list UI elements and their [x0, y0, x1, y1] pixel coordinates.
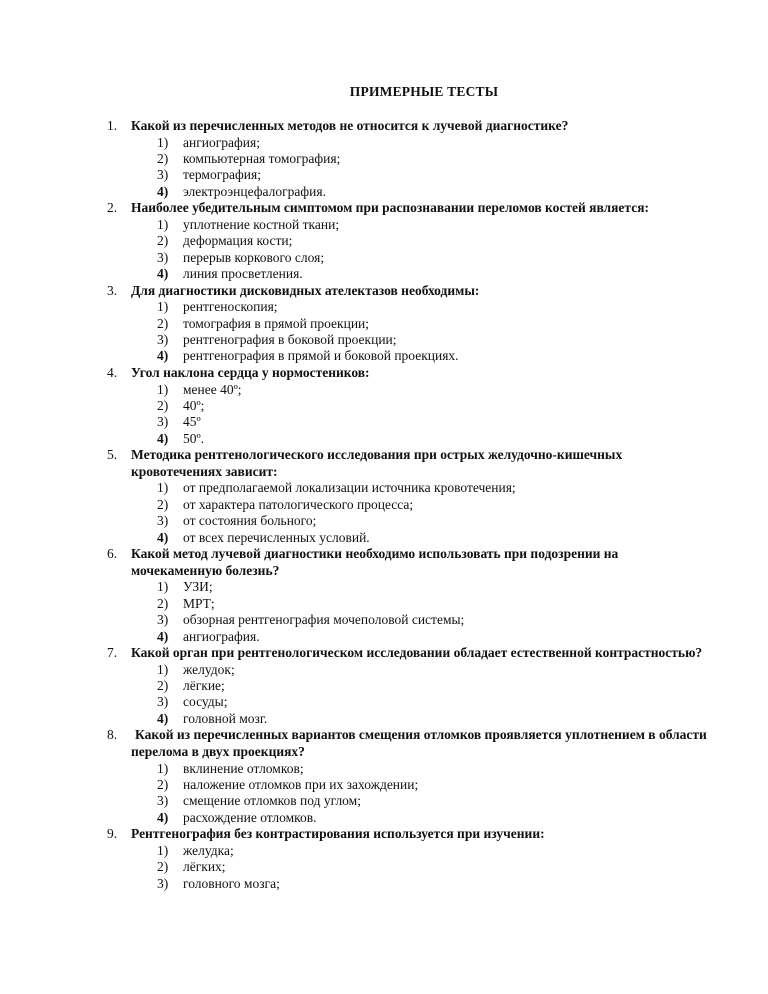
option-text: томография в прямой проекции;	[183, 315, 370, 331]
answer-option	[0, 859, 768, 875]
option-text: обзорная рентгенография мочеполовой системы;	[183, 612, 465, 628]
answer-option	[0, 316, 768, 332]
option-text: головного мозга;	[183, 875, 280, 891]
option-number: 2)	[157, 595, 169, 611]
question-item	[0, 200, 768, 282]
option-text: вклинение отломков;	[183, 760, 304, 776]
option-text: расхождение отломков.	[183, 809, 317, 825]
question-item	[0, 727, 768, 826]
question-text: Какой метод лучевой диагностики необходимо использовать при подозрении на мочекаменную болезнь?	[131, 546, 619, 578]
option-text: рентгеноскопия;	[183, 299, 278, 315]
option-number: 2)	[157, 496, 169, 512]
question-number: 8.	[107, 727, 118, 743]
question-text: Для диагностики дисковидных ателектазов необходимы:	[131, 282, 480, 298]
question-item	[0, 645, 768, 727]
option-number: 3)	[157, 513, 169, 529]
option-text: ангиография;	[183, 134, 260, 150]
option-number: 3)	[157, 249, 169, 265]
answer-option	[0, 662, 768, 678]
question-item	[0, 546, 768, 645]
answer-option	[0, 217, 768, 233]
option-number: 1)	[157, 661, 169, 677]
option-text: наложение отломков при их захождении;	[183, 777, 419, 793]
option-number: 3)	[157, 694, 169, 710]
option-number: 4)	[157, 266, 169, 282]
answer-option	[0, 579, 768, 595]
answer-option	[0, 761, 768, 777]
question-number: 6.	[107, 546, 118, 562]
option-text: головной мозг.	[183, 710, 268, 726]
option-text: желудка;	[183, 842, 234, 858]
answer-option	[0, 629, 768, 645]
answer-option	[0, 431, 768, 447]
option-text: УЗИ;	[183, 579, 213, 595]
answer-option	[0, 497, 768, 513]
option-number: 2)	[157, 678, 169, 694]
option-number: 3)	[157, 167, 169, 183]
option-text: 50º.	[183, 430, 205, 446]
option-text: электроэнцефалография.	[183, 183, 326, 199]
option-text: менее 40º;	[183, 381, 242, 397]
answer-option	[0, 414, 768, 430]
option-text: перерыв коркового слоя;	[183, 249, 325, 265]
question-text: Методика рентгенологического исследования при острых желудочно-кишечных кровотечениях зависит:	[131, 447, 623, 479]
question-number: 1.	[107, 118, 118, 133]
option-number: 2)	[157, 233, 169, 249]
option-number: 3)	[157, 793, 169, 809]
question-number: 3.	[107, 282, 118, 298]
option-text: от состояния больного;	[183, 513, 317, 529]
option-number: 1)	[157, 760, 169, 776]
answer-option	[0, 777, 768, 793]
answer-option	[0, 250, 768, 266]
question-number: 2.	[107, 200, 118, 216]
option-number: 1)	[157, 480, 169, 496]
question-item	[0, 365, 768, 447]
question-text: Угол наклона сердца у нормостеников:	[131, 364, 370, 380]
answer-option	[0, 167, 768, 183]
answer-option	[0, 596, 768, 612]
option-number: 2)	[157, 151, 169, 167]
option-number: 2)	[157, 777, 169, 793]
option-text: компьютерная томография;	[183, 151, 341, 167]
option-text: желудок;	[183, 661, 235, 677]
option-text: уплотнение костной ткани;	[183, 216, 340, 232]
question-text: Какой из перечисленных методов не относится к лучевой диагностике?	[131, 118, 569, 133]
question-text: Какой из перечисленных вариантов смещения отломков проявляется уплотнением в области перелома в двух проекциях?	[131, 727, 707, 759]
question-number: 4.	[107, 364, 118, 380]
option-number: 4)	[157, 430, 169, 446]
answer-option	[0, 398, 768, 414]
answer-option	[0, 348, 768, 364]
option-text: от предполагаемой локализации источника кровотечения;	[183, 480, 516, 496]
option-number: 4)	[157, 348, 169, 364]
option-number: 4)	[157, 628, 169, 644]
option-text: 40º;	[183, 397, 205, 413]
option-number: 3)	[157, 612, 169, 628]
question-item	[0, 447, 768, 546]
question-number: 9.	[107, 826, 118, 842]
answer-option	[0, 530, 768, 546]
option-number: 1)	[157, 579, 169, 595]
option-text: лёгкие;	[183, 678, 225, 694]
option-number: 1)	[157, 381, 169, 397]
option-number: 3)	[157, 414, 169, 430]
question-item	[0, 283, 768, 365]
question-text: Какой орган при рентгенологическом исследовании обладает естественной контрастностью?	[131, 645, 703, 660]
answer-option	[0, 266, 768, 282]
answer-option	[0, 793, 768, 809]
option-number: 1)	[157, 216, 169, 232]
question-number: 7.	[107, 645, 118, 660]
option-number: 1)	[157, 134, 169, 150]
answer-option	[0, 678, 768, 694]
question-item	[0, 118, 768, 200]
option-number: 2)	[157, 315, 169, 331]
option-text: рентгенография в прямой и боковой проекциях.	[183, 348, 459, 364]
option-number: 4)	[157, 809, 169, 825]
option-text: ангиография.	[183, 628, 260, 644]
option-number: 2)	[157, 859, 169, 875]
question-text: Наиболее убедительным симптомом при распознавании переломов костей является:	[131, 200, 650, 216]
option-text: от всех перечисленных условий.	[183, 529, 370, 545]
answer-option	[0, 184, 768, 200]
option-number: 3)	[157, 875, 169, 891]
answer-option	[0, 151, 768, 167]
option-number: 2)	[157, 397, 169, 413]
question-text: Рентгенография без контрастирования используется при изучении:	[131, 826, 545, 842]
answer-option	[0, 480, 768, 496]
option-number: 3)	[157, 332, 169, 348]
option-number: 4)	[157, 529, 169, 545]
answer-option	[0, 135, 768, 151]
answer-option	[0, 876, 768, 892]
option-text: термография;	[183, 167, 261, 183]
question-item	[0, 826, 768, 892]
option-number: 1)	[157, 299, 169, 315]
option-text: линия просветления.	[183, 266, 303, 282]
answer-option	[0, 299, 768, 315]
option-text: сосуды;	[183, 694, 228, 710]
option-text: 45º	[183, 414, 201, 430]
page-title: ПРИМЕРНЫЕ ТЕСТЫ	[349, 84, 499, 99]
option-number: 1)	[157, 842, 169, 858]
answer-option	[0, 332, 768, 348]
answer-option	[0, 843, 768, 859]
option-text: деформация кости;	[183, 233, 293, 249]
answer-option	[0, 513, 768, 529]
option-number: 4)	[157, 710, 169, 726]
answer-option	[0, 810, 768, 826]
option-text: смещение отломков под углом;	[183, 793, 361, 809]
answer-option	[0, 612, 768, 628]
question-number: 5.	[107, 447, 118, 463]
option-text: МРТ;	[183, 595, 215, 611]
answer-option	[0, 711, 768, 727]
answer-option	[0, 382, 768, 398]
option-text: от характера патологического процесса;	[183, 496, 414, 512]
question-list	[0, 118, 768, 892]
option-text: рентгенография в боковой проекции;	[183, 332, 397, 348]
answer-option	[0, 233, 768, 249]
answer-option	[0, 694, 768, 710]
option-text: лёгких;	[183, 859, 226, 875]
option-number: 4)	[157, 183, 169, 199]
